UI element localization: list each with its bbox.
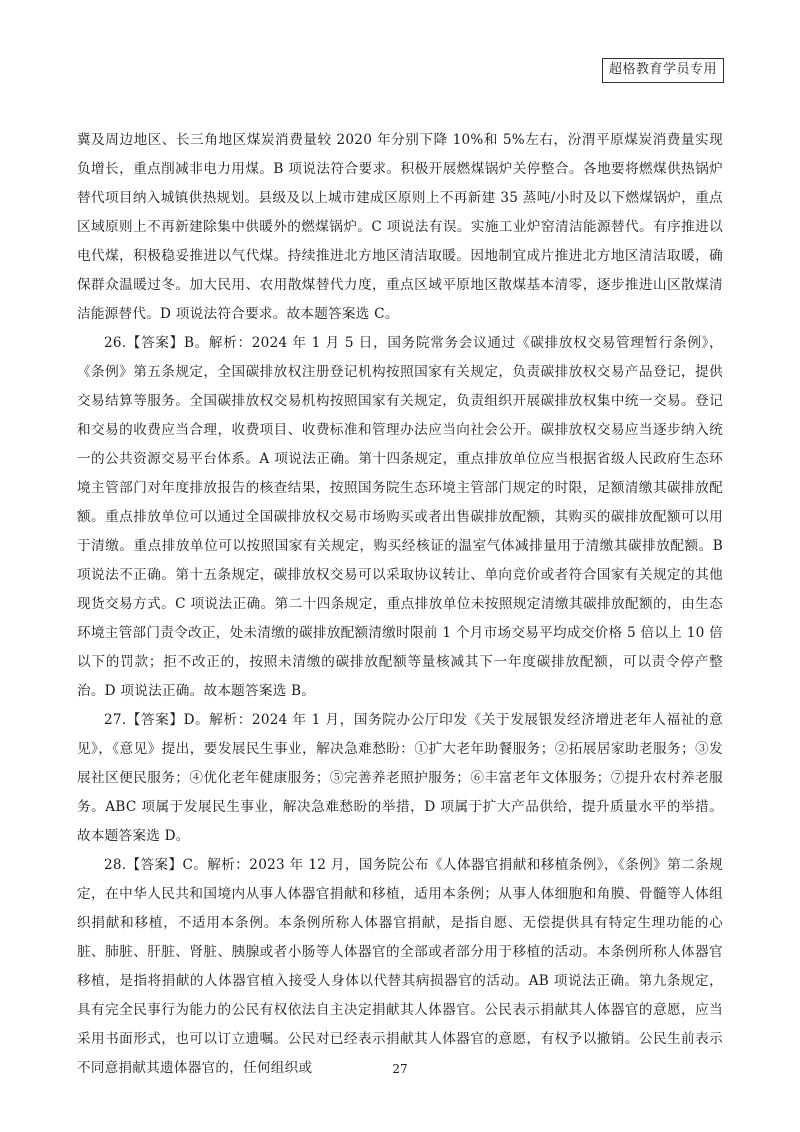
paragraph-26: 26.【答案】B。解析：2024 年 1 月 5 日，国务院常务会议通过《碳排放权交易管理暂行条例》，《条例》第五条规定，全国碳排放权注册登记机构按照国家有关规定，负责碳排放权交易产品登记，提供交易结算等服务。全国碳排放权交易机构按照国家有关规定，负责组织开展碳排放权集中统一交易。登记和交易的收费应当合理，收费项目、收费标准和管理办法应当向社会公开。碳排放权交易应当逐步纳入统一的公共资源交易平台体系。A 项说法正确。第十四条规定，重点排放单位应当根据省级人民政府生态环境主管部门对年度排放报告的核查结果，按照国务院生态环境主管部门规定的时限，足额清缴其碳排放配额。重点排放单位可以通过全国碳排放权交易市场购买或者出售碳排放配额，其购买的碳排放配额可以用于清缴。重点排放单位可以按照国家有关规定，购买经核证的温室气体减排量用于清缴其碳排放配额。B 项说法不正确。第十五条规定，碳排放权交易可以采取协议转让、单向竞价或者符合国家有关规定的其他现货交易方式。C 项说法正确。第二十四条规定，重点排放单位未按照规定清缴其碳排放配额的，由生态环境主管部门责令改正，处未清缴的碳排放配额清缴时限前 1 个月市场交易平均成交价格 5 倍以上 10 倍以下的罚款；拒不改正的，按照未清缴的碳排放配额等量核减其下一年度碳排放配额，可以责令停产整治。D 项说法正确。故本题答案选 B。 (77, 335, 723, 699)
header-tag: 超格教育学员专用 (602, 58, 724, 83)
page-number: 27 (392, 1062, 408, 1076)
paragraph-25-continuation: 冀及周边地区、长三角地区煤炭消费量较 2020 年分别下降 10%和 5%左右，汾渭平原煤炭消费量实现负增长，重点削减非电力用煤。B 项说法符合要求。积极开展燃煤锅炉关停整合。各地要将燃煤供热锅炉替代项目纳入城镇供热规划。县级及以上城市建成区原则上不再新建 35 蒸吨/小时及以下燃煤锅炉，重点区域原则上不再新建除集中供暖外的燃煤锅炉。C 项说法有误。实施工业炉窑清洁能源替代。有序推进以电代煤，积极稳妥推进以气代煤。持续推进北方地区清洁取暖。因地制宜成片推进北方地区清洁取暖，确保群众温暖过冬。加大民用、农用散煤替代力度，重点区域平原地区散煤基本清零，逐步推进山区散煤清洁能源替代。D 项说法符合要求。故本题答案选 C。 (77, 132, 723, 322)
paragraph-27: 27.【答案】D。解析：2024 年 1 月，国务院办公厅印发《关于发展银发经济增进老年人福祉的意见》，《意见》提出，要发展民生事业，解决急难愁盼：①扩大老年助餐服务；②拓展居家助老服务；③发展社区便民服务；④优化老年健康服务；⑤完善养老照护服务；⑥丰富老年文体服务；⑦提升农村养老服务。ABC 项属于发展民生事业，解决急难愁盼的举措，D 项属于扩大产品供给，提升质量水平的举措。故本题答案选 D。 (77, 712, 723, 844)
document-body (77, 126, 723, 1083)
paragraph-28: 28.【答案】C。解析：2023 年 12 月，国务院公布《人体器官捐献和移植条例》，《条例》第二条规定，在中华人民共和国境内从事人体器官捐献和移植，适用本条例；从事人体细胞和角膜、骨髓等人体组织捐献和移植，不适用本条例。本条例所称人体器官捐献，是指自愿、无偿提供具有特定生理功能的心脏、肺脏、肝脏、肾脏、胰腺或者小肠等人体器官的全部或者部分用于移植的活动。本条例所称人体器官移植，是指将捐献的人体器官植入接受人身体以代替其病损器官的活动。AB 项说法正确。第九条规定，具有完全民事行为能力的公民有权依法自主决定捐献其人体器官。公民表示捐献其人体器官的意愿，应当采用书面形式，也可以订立遗嘱。公民对已经表示捐献其人体器官的意愿，有权予以撤销。公民生前表示不同意捐献其遗体器官的，任何组织或 (77, 857, 723, 1076)
